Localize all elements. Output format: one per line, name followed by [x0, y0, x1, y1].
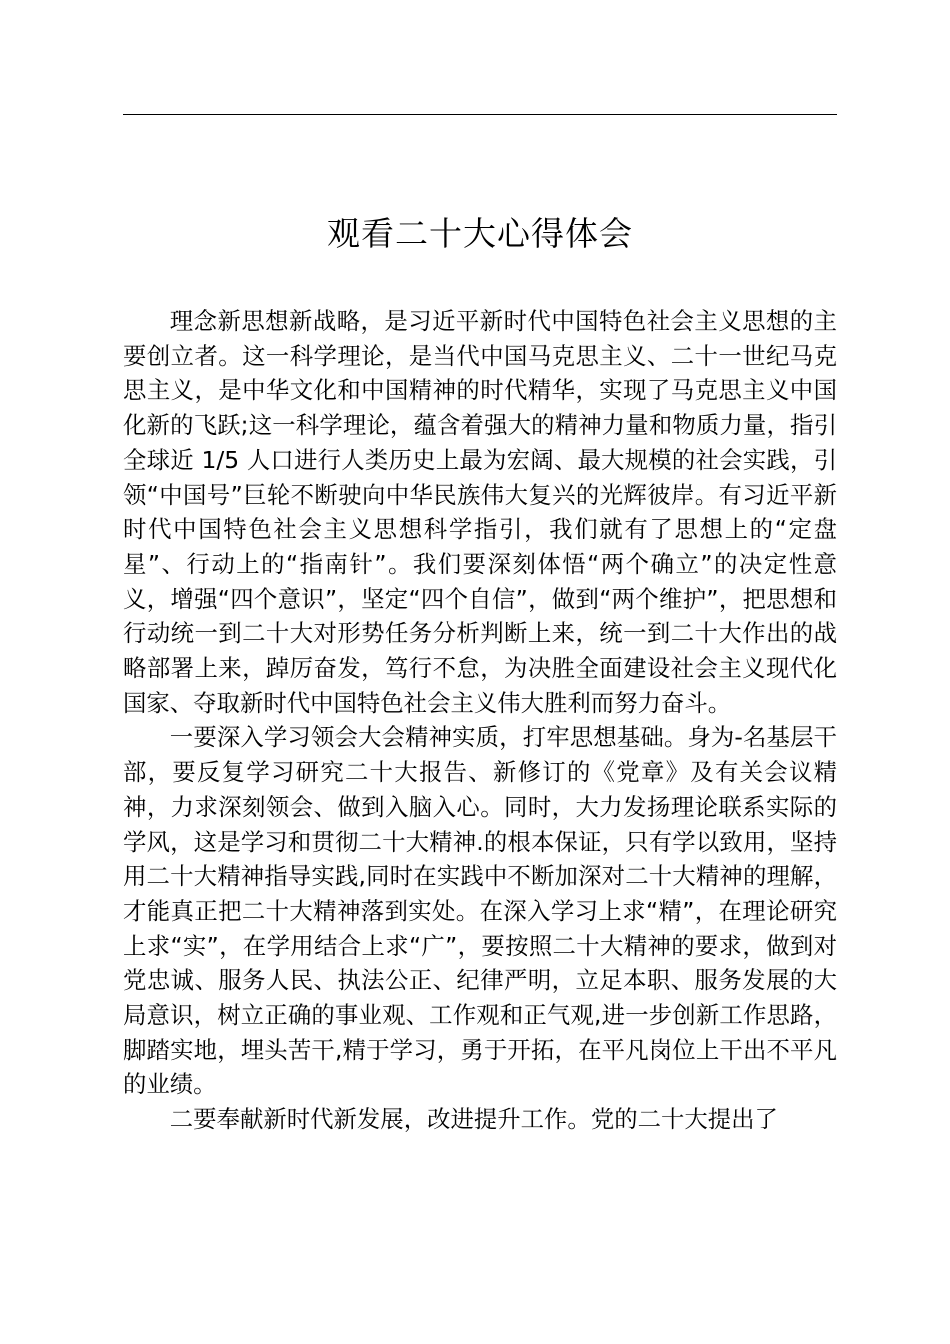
- paragraph: 二要奉献新时代新发展，改进提升工作。党的二十大提出了: [169, 1105, 778, 1134]
- paragraph: 一要深入学习领会大会精神实质，打牢思想基础。身为-名基层干部，要反复学习研究二十大报告、新修订的《党章》及有关会议精神，力求深刻领会、做到入脑入心。同时，大力发扬理论联系实际的学风，这是学习和贯彻二十大精神.的根本保证，只有学以致用，坚持用二十大精神指导实践,同时在实践中不断加深对二十大精神的理解，才能真正把二十大精神落到实处。在深入学习上求“精”，在理论研究上求“实”，在学用结合上求“广”，要按照二十大精神的要求，做到对党忠诚、服务人民、执法公正、纪律严明，立足本职、服务发展的大局意识，树立正确的事业观、工作观和正气观,进一步创新工作思路，脚踏实地，埋头苦干,精于学习，勇于开拓，在平凡岗位上干出不平凡的业绩。: [123, 723, 837, 1099]
- document-body: [123, 304, 837, 1137]
- header-rule: [123, 114, 837, 115]
- paragraph: 理念新思想新战略，是习近平新时代中国特色社会主义思想的主要创立者。这一科学理论，是当代中国马克思主义、二十一世纪马克思主义，是中华文化和中国精神的时代精华，实现了马克思主义中国化新的飞跃;这一科学理论，蕴含着强大的精神力量和物质力量，指引全球近 1/5 人口进行人类历史上最为宏阔、最大规模的社会实践，引领“中国号”巨轮不断驶向中华民族伟大复兴的光辉彼岸。有习近平新时代中国特色社会主义思想科学指引，我们就有了思想上的“定盘星”、行动上的“指南针”。我们要深刻体悟“两个确立”的决定性意义，增强“四个意识”，坚定“四个自信”，做到“两个维护”，把思想和行动统一到二十大对形势任务分析判断上来，统一到二十大作出的战略部署上来，踔厉奋发，笃行不怠，为决胜全面建设社会主义现代化国家、夺取新时代中国特色社会主义伟大胜利而努力奋斗。: [123, 307, 837, 717]
- page-title: 观看二十大心得体会: [327, 214, 633, 253]
